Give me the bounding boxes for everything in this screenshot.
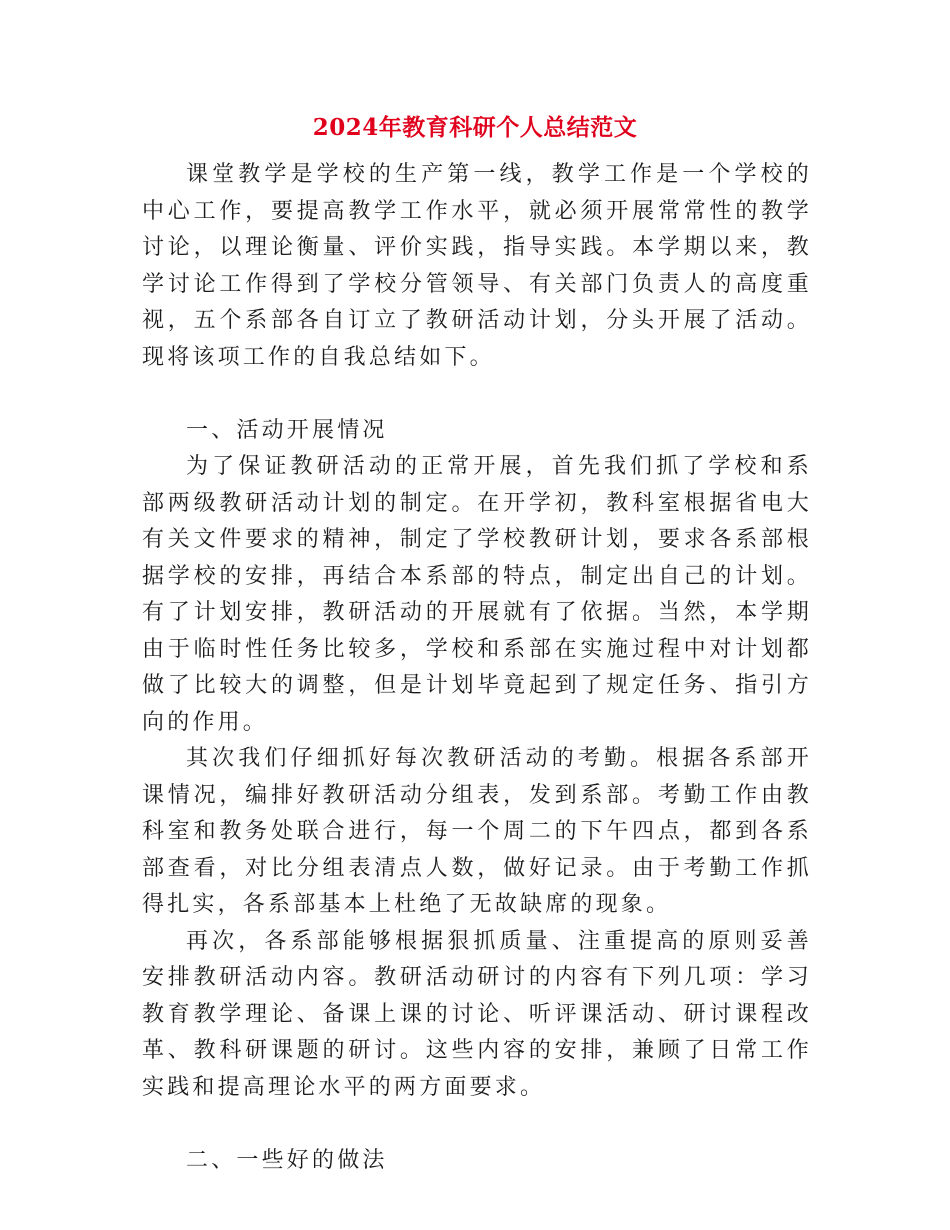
section-1-paragraph-2: 其次我们仔细抓好每次教研活动的考勤。根据各系部开课情况，编排好教研活动分组表，发到系部。考勤工作由教科室和教务处联合进行，每一个周二的下午四点，都到各系部查看，对比分组表清点人数，做好记录。由于考勤工作抓得扎实，各系部基本上杜绝了无故缺席的现象。: [142, 746, 812, 917]
section-1-heading: 一、活动开展情况: [186, 417, 388, 443]
spacer: [142, 376, 812, 413]
document-title: 2024年教育科研个人总结范文: [312, 114, 638, 141]
section-1-paragraph-3: 再次，各系部能够根据狠抓质量、注重提高的原则妥善安排教研活动内容。教研活动研讨的内容有下列几项：学习教育教学理论、备课上课的讨论、听评课活动、研讨课程改革、教科研课题的研讨。这些内容的安排，兼顾了日常工作实践和提高理论水平的两方面要求。: [142, 928, 812, 1100]
section-2-heading: 二、一些好的做法: [186, 1147, 388, 1173]
document-body: [142, 157, 812, 1179]
section-1-paragraph-1: 为了保证教研活动的正常开展，首先我们抓了学校和系部两级教研活动计划的制定。在开学初，教科室根据省电大有关文件要求的精神，制定了学校教研计划，要求各系部根据学校的安排，再结合本系部的特点，制定出自己的计划。有了计划安排，教研活动的开展就有了依据。当然，本学期由于临时性任务比较多，学校和系部在实施过程中对计划都做了比较大的调整，但是计划毕竟起到了规定任务、指引方向的作用。: [142, 454, 812, 735]
intro-paragraph: 课堂教学是学校的生产第一线，教学工作是一个学校的中心工作，要提高教学工作水平，就必须开展常常性的教学讨论，以理论衡量、评价实践，指导实践。本学期以来，教学讨论工作得到了学校分管领导、有关部门负责人的高度重视，五个系部各自订立了教研活动计划，分头开展了活动。现将该项工作的自我总结如下。: [142, 162, 812, 370]
spacer: [142, 1106, 812, 1143]
